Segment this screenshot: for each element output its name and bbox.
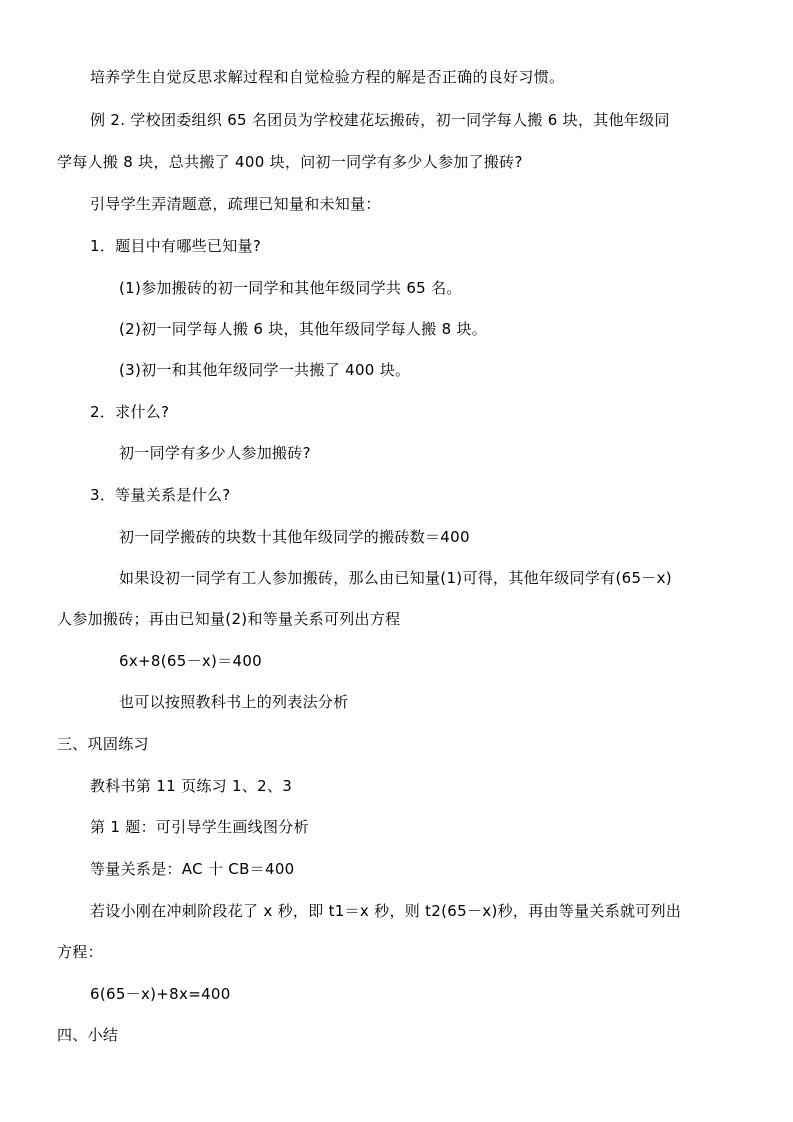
guide-instruction: 引导学生弄清题意，疏理已知量和未知量： <box>90 195 381 213</box>
known-item-1: (1)参加搬砖的初一同学和其他年级同学共 65 名。 <box>119 279 462 297</box>
section-4-heading: 四、小结 <box>57 1026 119 1044</box>
table-method-note: 也可以按照教科书上的列表法分析 <box>119 693 349 711</box>
equality-relation: 初一同学搬砖的块数十其他年级同学的搬砖数＝400 <box>119 528 470 546</box>
question-1-heading: 1．题目中有哪些已知量? <box>90 237 262 255</box>
question-2-heading: 2．求什么? <box>90 403 170 421</box>
exercise-1-hint: 第 1 题：可引导学生画线图分析 <box>90 818 309 836</box>
section-3-heading: 三、巩固练习 <box>57 735 149 753</box>
assumption-line-1: 如果设初一同学有工人参加搬砖，那么由已知量(1)可得，其他年级同学有(65－x) <box>119 569 672 587</box>
textbook-exercise: 教科书第 11 页练习 1、2、3 <box>90 777 293 795</box>
assumption-line-2: 人参加搬砖；再由已知量(2)和等量关系可列出方程 <box>57 610 401 628</box>
paragraph-habit: 培养学生自觉反思求解过程和自觉检验方程的解是否正确的良好习惯。 <box>90 68 565 86</box>
example-2-line-2: 学每人搬 8 块，总共搬了 400 块，问初一同学有多少人参加了搬砖? <box>57 153 523 171</box>
question-3-heading: 3．等量关系是什么? <box>90 486 231 504</box>
equation-1: 6x+8(65－x)＝400 <box>119 652 263 670</box>
exercise-assumption-line-1: 若设小刚在冲刺阶段花了 x 秒，即 t1＝x 秒，则 t2(65－x)秒，再由等量关系就可列出 <box>90 902 682 920</box>
question-2-answer: 初一同学有多少人参加搬砖? <box>119 444 311 462</box>
exercise-equality-relation: 等量关系是：AC 十 CB＝400 <box>90 860 295 878</box>
known-item-3: (3)初一和其他年级同学一共搬了 400 块。 <box>119 361 411 379</box>
known-item-2: (2)初一同学每人搬 6 块，其他年级同学每人搬 8 块。 <box>119 320 488 338</box>
example-2-line-1: 例 2. 学校团委组织 65 名团员为学校建花坛搬砖，初一同学每人搬 6 块，其他年级同 <box>90 111 670 129</box>
exercise-assumption-line-2: 方程： <box>57 943 103 961</box>
equation-2: 6(65－x)+8x=400 <box>90 985 231 1003</box>
